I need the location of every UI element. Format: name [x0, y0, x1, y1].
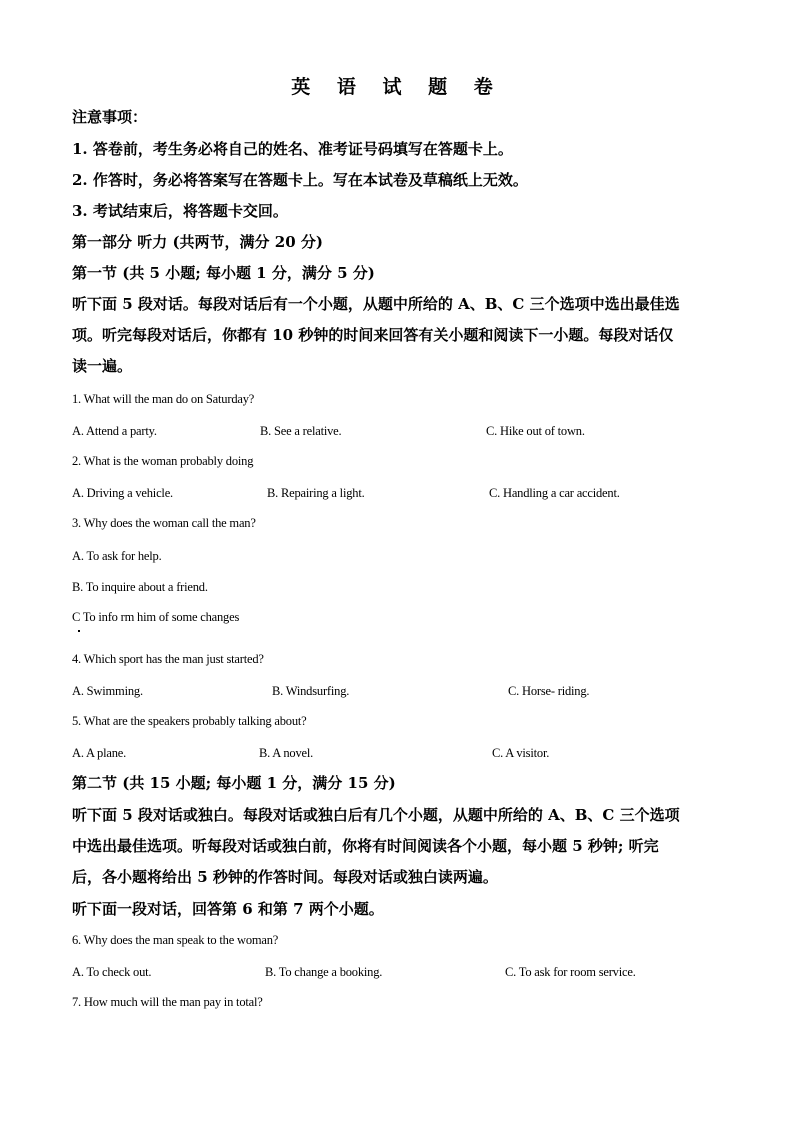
question-4-option-a: A. Swimming.	[72, 684, 143, 698]
question-7-stem: 7. How much will the man pay in total?	[72, 995, 263, 1009]
notice-heading: 注意事项：	[72, 108, 148, 126]
question-1-option-a: A. Attend a party.	[72, 424, 157, 438]
question-6-option-a: A. To check out.	[72, 965, 152, 979]
question-5-option-a: A. A plane.	[72, 746, 127, 760]
question-2-option-a: A. Driving a vehicle.	[72, 486, 173, 500]
section1-instruction-3: 读一遍。	[72, 357, 133, 375]
section1-heading: 第一节 (共 5 小题; 每小题 1 分，满分 5 分)	[72, 264, 375, 282]
question-5-stem: 5. What are the speakers probably talking about?	[72, 714, 307, 728]
question-2-option-c: C. Handling a car accident.	[489, 486, 620, 500]
question-1-option-c: C. Hike out of town.	[486, 424, 585, 438]
question-5-option-b: B. A novel.	[259, 746, 314, 760]
dialogue-intro: 听下面一段对话，回答第 6 和第 7 两个小题。	[72, 900, 384, 918]
question-3-option-b: B. To inquire about a friend.	[72, 580, 208, 594]
part1-heading: 第一部分 听力 (共两节，满分 20 分)	[72, 233, 323, 251]
section2-instruction-1: 听下面 5 段对话或独白。每段对话或独白后有几个小题，从题中所给的 A、B、C 三个选项	[72, 806, 680, 824]
section2-heading: 第二节 (共 15 小题; 每小题 1 分，满分 15 分)	[72, 774, 396, 792]
question-3-option-c: C To info rm him of some changes	[72, 610, 240, 624]
section2-instruction-2: 中选出最佳选项。听每段对话或独白前，你将有时间阅读各个小题，每小题 5 秒钟; 听完	[72, 837, 659, 855]
question-6-option-b: B. To change a booking.	[265, 965, 383, 979]
question-2-option-b: B. Repairing a light.	[267, 486, 365, 500]
page-title: 英 语 试 题 卷	[291, 76, 503, 98]
question-1-option-b: B. See a relative.	[260, 424, 342, 438]
question-5-option-c: C. A visitor.	[492, 746, 550, 760]
question-2-stem: 2. What is the woman probably doing	[72, 454, 254, 468]
question-6-stem: 6. Why does the man speak to the woman?	[72, 933, 279, 947]
question-4-stem: 4. Which sport has the man just started?	[72, 652, 264, 666]
section1-instruction-2: 项。听完每段对话后，你都有 10 秒钟的时间来回答有关小题和阅读下一小题。每段对话仅	[72, 326, 674, 344]
notice-item-2: 2. 作答时，务必将答案写在答题卡上。写在本试卷及草稿纸上无效。	[72, 171, 528, 189]
section2-instruction-3: 后，各小题将给出 5 秒钟的作答时间。每段对话或独白读两遍。	[72, 868, 498, 886]
stray-dot	[78, 630, 80, 632]
section1-instruction-1: 听下面 5 段对话。每段对话后有一个小题，从题中所给的 A、B、C 三个选项中选出最佳选	[72, 295, 680, 313]
question-4-option-c: C. Horse- riding.	[508, 684, 590, 698]
notice-item-1: 1. 答卷前，考生务必将自己的姓名、准考证号码填写在答题卡上。	[72, 140, 513, 158]
question-4-option-b: B. Windsurfing.	[272, 684, 350, 698]
notice-item-3: 3. 考试结束后，将答题卡交回。	[72, 202, 288, 220]
question-3-option-a: A. To ask for help.	[72, 549, 162, 563]
question-1-stem: 1. What will the man do on Saturday?	[72, 392, 255, 406]
question-6-option-c: C. To ask for room service.	[505, 965, 636, 979]
question-3-stem: 3. Why does the woman call the man?	[72, 516, 256, 530]
